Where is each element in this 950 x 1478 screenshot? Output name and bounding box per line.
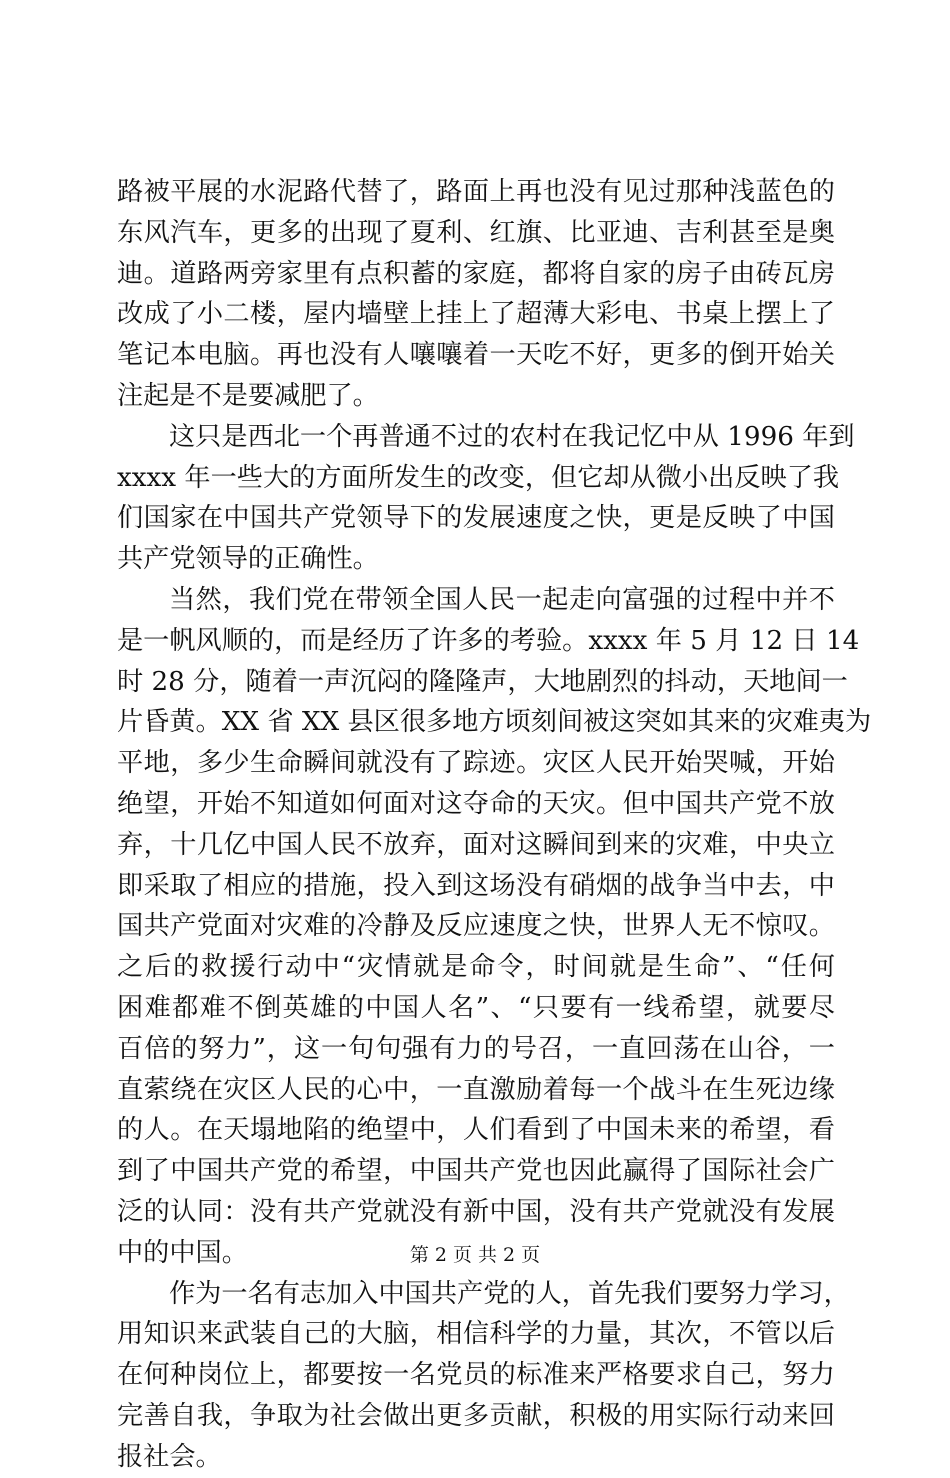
text-line: 直萦绕在灾区人民的心中，一直激励着每一个战斗在生死边缘: [117, 1074, 835, 1105]
text-line: 笔记本电脑。再也没有人嚷嚷着一天吃不好，更多的倒开始关: [117, 340, 835, 371]
text-line: xxxx 年一些大的方面所发生的改变，但它却从微小出反映了我: [117, 462, 840, 493]
text-line: 中的中国。: [117, 1237, 248, 1268]
text-line: 到了中国共产党的希望，中国共产党也因此赢得了国际社会广: [117, 1156, 835, 1187]
body-text: [117, 172, 872, 1478]
text-line: 注起是不是要减肥了。: [117, 380, 379, 411]
text-line: 绝望，开始不知道如何面对这夺命的天灾。但中国共产党不放: [117, 788, 835, 819]
text-line: 百倍的努力”，这一句句强有力的号召，一直回荡在山谷，一: [117, 1033, 835, 1064]
text-line: 弃，十几亿中国人民不放弃，面对这瞬间到来的灾难，中央立: [117, 829, 835, 860]
text-line: 即采取了相应的措施，投入到这场没有硝烟的战争当中去，中: [117, 870, 835, 901]
text-line: 在何种岗位上，都要按一名党员的标准来严格要求自己，努力: [117, 1360, 835, 1391]
text-line: 平地，多少生命瞬间就没有了踪迹。灾区人民开始哭喊，开始: [117, 748, 835, 779]
text-line: 泛的认同：没有共产党就没有新中国，没有共产党就没有发展: [117, 1196, 835, 1227]
text-line: 是一帆风顺的，而是经历了许多的考验。xxxx 年 5 月 12 日 14: [117, 625, 860, 656]
text-line: 共产党领导的正确性。: [117, 544, 379, 575]
text-line: 困难都难不倒英雄的中国人名”、“只要有一线希望，就要尽: [117, 992, 835, 1023]
paragraph-start-line: 这只是西北一个再普通不过的农村在我记忆中从 1996 年到: [169, 421, 855, 452]
text-line: 东风汽车，更多的出现了夏利、红旗、比亚迪、吉利甚至是奥: [117, 217, 835, 248]
text-line: 片昏黄。XX 省 XX 县区很多地方顷刻间被这突如其来的灾难夷为: [117, 707, 872, 738]
text-line: 们国家在中国共产党领导下的发展速度之快，更是反映了中国: [117, 503, 835, 534]
text-line: 改成了小二楼，屋内墙壁上挂上了超薄大彩电、书桌上摆上了: [117, 299, 835, 330]
text-line: 用知识来武装自己的大脑，相信科学的力量，其次，不管以后: [117, 1319, 835, 1350]
paragraph-start-line: 当然，我们党在带领全国人民一起走向富强的过程中并不: [169, 584, 835, 615]
text-line: 的人。在天塌地陷的绝望中，人们看到了中国未来的希望，看: [117, 1115, 835, 1146]
text-line: 完善自我，争取为社会做出更多贡献，积极的用实际行动来回: [117, 1400, 835, 1431]
text-line: 路被平展的水泥路代替了，路面上再也没有见过那种浅蓝色的: [117, 177, 835, 207]
page-number-footer: 第 2 页 共 2 页: [409, 1244, 541, 1266]
text-line: 时 28 分，随着一声沉闷的隆隆声，大地剧烈的抖动，天地间一: [117, 666, 848, 697]
text-line: 报社会。: [117, 1441, 222, 1472]
text-line: 迪。道路两旁家里有点积蓄的家庭，都将自家的房子由砖瓦房: [117, 258, 835, 289]
text-line: 之后的救援行动中“灾情就是命令，时间就是生命”、“任何: [117, 952, 835, 983]
text-line: 国共产党面对灾难的冷静及反应速度之快，世界人无不惊叹。: [117, 911, 835, 942]
paragraph-start-line: 作为一名有志加入中国共产党的人，首先我们要努力学习，: [169, 1278, 850, 1309]
